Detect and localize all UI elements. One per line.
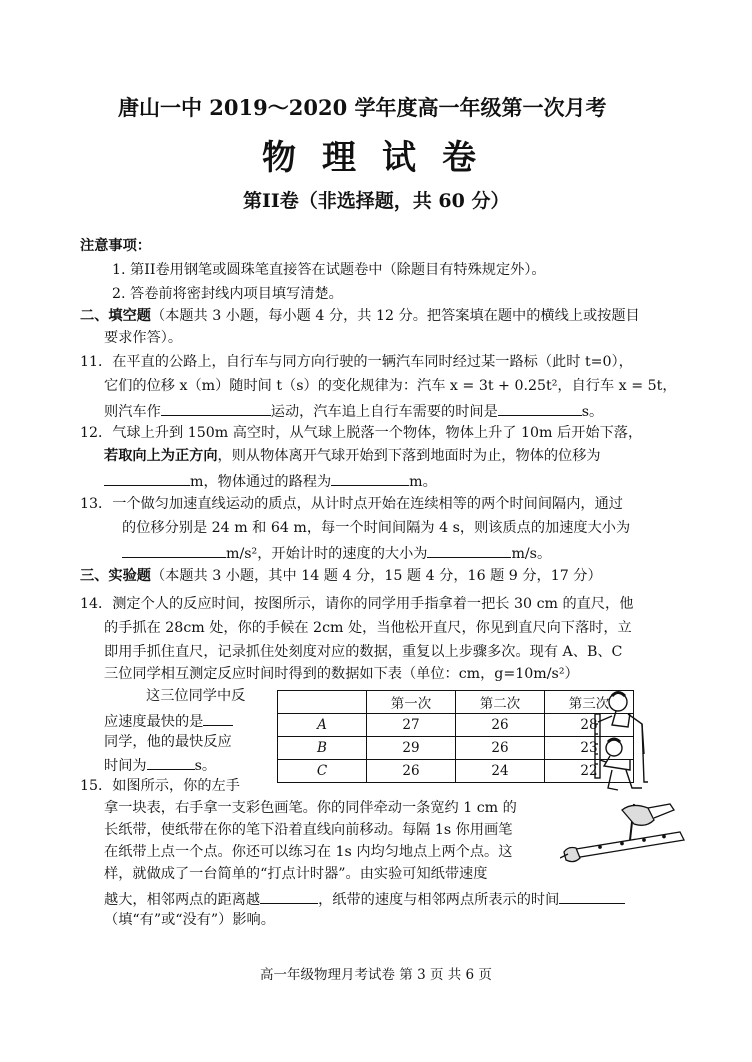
table-cell: 26 [367,760,456,783]
q12-text-b: m。 [409,474,437,490]
table-cell: 26 [456,714,545,737]
q12-line2-rest: ，则从物体离开气球开始到下落到地面时为止，物体的位移为 [217,448,601,464]
note-item-2: 2. 答卷前将密封线内项目填写清楚。 [112,286,343,302]
table-cell: 24 [456,760,545,783]
q15-text-a: 越大，相邻两点的距离越 [104,892,261,908]
q11-blank-motion[interactable] [161,400,271,416]
q11-blank-time[interactable] [498,400,582,416]
section3-label: 三、实验题 [80,568,151,584]
q11-line1: 11．在平直的公路上，自行车与同方向行驶的一辆汽车同时经过某一路标（此时 t=0）， [80,354,633,370]
table-header-cell: 第二次 [456,691,545,714]
subject-title: 物理试卷 [262,138,502,178]
q15-blank-effect[interactable] [559,888,625,904]
q14-side-4 [104,754,216,776]
q12-blank-displacement[interactable] [104,470,190,486]
q15-line2: 拿一块表，右手拿一支彩色画笔。你的同伴牵动一条宽约 1 cm 的 [104,800,517,816]
q14-side-2 [104,710,233,732]
table-cell: 27 [367,714,456,737]
section2-desc-cont: 要求作答）。 [104,330,183,346]
q14-line2: 的手抓在 28cm 处，你的手候在 2cm 处，当他松开直尺，你见到直尺向下落时，立 [104,620,632,636]
table-header-cell [278,691,367,714]
q11-text-b: 运动，汽车追上自行车需要的时间是 [270,404,498,420]
q14-blank-fastest[interactable] [203,710,233,726]
q14-line4: 三位同学相互测定反应时间时得到的数据如下表（单位：cm，g=10m/s²） [104,666,579,682]
q13-line3 [122,542,551,564]
q15-line6 [104,888,625,910]
section2-label: 二、填空题 [80,308,151,324]
q14-side-4-text: 时间为 [104,758,147,774]
q14-line3: 即用手抓住直尺，记录抓住处刻度对应的数据，重复以上步骤多次。现有 A、B、C [104,644,623,660]
q11-line3 [104,400,603,422]
ticker-tape-illustration [560,800,690,872]
q15-blank-distance[interactable] [260,888,318,904]
notes-heading: 注意事项： [80,238,151,254]
table-header-cell: 第三次 [545,691,634,714]
q15-line7: （填“有”或“没有”）影响。 [104,912,275,928]
part-title: 第II卷（非选择题，共 60 分） [243,190,510,212]
section3-desc: （本题共 3 小题，其中 14 题 4 分，15 题 4 分，16 题 9 分，17 分） [150,568,602,584]
q11-text-a: 则汽车作 [104,404,161,420]
q12-line2 [104,446,601,466]
q11-text-c: s。 [581,404,604,420]
q14-side-2-text: 应速度最快的是 [104,714,204,730]
q11-line2: 它们的位移 x（m）随时间 t（s）的变化规律为：汽车 x = 3t + 0.25t²，自行车 x = 5t， [104,378,677,394]
school-title: 唐山一中 2019～2020 学年度高一年级第一次月考 [118,95,607,120]
q15-text-b: ，纸带的速度与相邻两点所表示的时间 [318,892,560,908]
q14-side-4-unit: s。 [194,758,217,774]
table-row-label: C [278,760,367,783]
q13-blank-speed[interactable] [427,542,511,558]
q12-line1: 12．气球上升到 150m 高空时，从气球上脱落一个物体，物体上升了 10m 后开始下落， [80,425,643,441]
q14-blank-time[interactable] [147,754,195,770]
table-cell: 26 [456,737,545,760]
q13-blank-accel[interactable] [122,542,226,558]
q15-line4: 在纸带上点一个点。你还可以练习在 1s 内均匀地点上两个点。这 [104,844,513,860]
q14-side-1: 这三位同学中反 [146,688,246,704]
section3-header [80,566,602,586]
q12-text-a: m，物体通过的路程为 [190,474,332,490]
table-cell: 22 [545,760,634,783]
q13-line2: 的位移分别是 24 m 和 64 m，每一个时间间隔为 4 s，则该质点的加速度大小为 [122,520,631,536]
note-item-1: 1. 第II卷用钢笔或圆珠笔直接答在试题卷中（除题目有特殊规定外）。 [112,262,546,278]
q12-bold: 若取向上为正方向 [104,448,218,464]
q13-text-b: m/s。 [511,546,552,562]
table-cell: 28 [545,714,634,737]
q14-line1: 14．测定个人的反应时间，按图所示，请你的同学用手指拿着一把长 30 cm 的直尺，他 [80,596,634,612]
table-header-cell: 第一次 [367,691,456,714]
table-row-label: B [278,737,367,760]
q15-line3: 长纸带，使纸带在你的笔下沿着直线向前移动。每隔 1s 你用画笔 [104,822,513,838]
q12-line3 [104,470,437,492]
section2-desc: （本题共 3 小题，每小题 4 分，共 12 分。把答案填在题中的横线上或按题目 [150,308,640,324]
q15-line5: 样，就做成了一台简单的“打点计时器”。由实验可知纸带速度 [104,866,488,882]
reaction-time-illustration [576,688,656,796]
table-cell: 29 [367,737,456,760]
q12-blank-distance[interactable] [331,470,409,486]
q13-line1: 13．一个做匀加速直线运动的质点，从计时点开始在连续相等的两个时间间隔内，通过 [80,496,623,512]
q13-text-a: m/s²，开始计时的速度的大小为 [226,546,428,562]
q14-side-3: 同学，他的最快反应 [104,734,232,750]
section2-header [80,306,640,326]
table-cell: 23 [545,737,634,760]
table-row-label: A [278,714,367,737]
page-footer: 高一年级物理月考试卷 第 3 页 共 6 页 [260,967,492,983]
q15-line1: 15．如图所示，你的左手 [80,778,240,794]
